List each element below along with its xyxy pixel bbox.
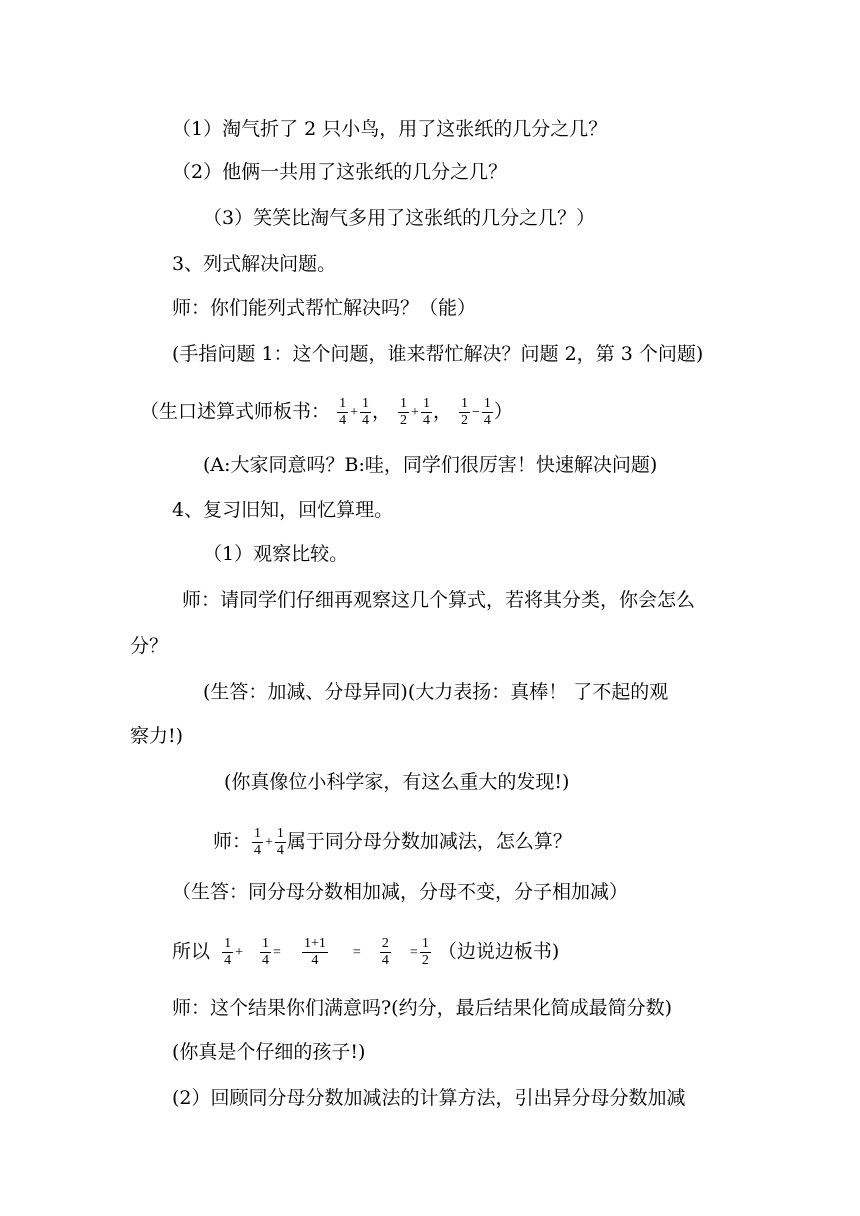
fraction-one-fourth: $\frac{1}{4}$ bbox=[254, 826, 262, 858]
line-agree-question: (A:大家同意吗？B:哇，同学们很厉害！快速解决问题) bbox=[203, 454, 658, 476]
line-classify-question-cont: 分？ bbox=[130, 635, 169, 657]
fraction-one-fourth: $\frac{1}{4}$ bbox=[262, 936, 270, 968]
line-review-method: (2）回顾同分母分数加减法的计算方法，引出异分母分数加减 bbox=[172, 1087, 686, 1109]
fraction-one-fourth: $\frac{1}{4}$ bbox=[483, 396, 491, 428]
board-suffix: ） bbox=[493, 400, 513, 423]
fraction-one-fourth: $\frac{1}{4}$ bbox=[339, 396, 347, 428]
line-student-answer-praise-cont: 察力!) bbox=[130, 725, 184, 747]
fraction-one-fourth: $\frac{1}{4}$ bbox=[361, 396, 369, 428]
line-q1: （1）淘气折了 2 只小鸟，用了这张纸的几分之几？ bbox=[172, 118, 608, 140]
line-student-answer-praise: (生答：加减、分母异同)(大力表扬：真棒！ 了不起的观 bbox=[203, 681, 669, 703]
board-prefix: （生口述算式师板书： bbox=[140, 400, 331, 423]
fraction-one-half: $\frac{1}{2}$ bbox=[400, 396, 408, 428]
line-classify-question: 师：请同学们仔细再观察这几个算式，若将其分类，你会怎么 bbox=[182, 589, 696, 611]
calc-note: （边说边板书) bbox=[437, 940, 560, 963]
fraction-one-fourth: $\frac{1}{4}$ bbox=[422, 396, 430, 428]
fraction-one-half: $\frac{1}{2}$ bbox=[461, 396, 468, 428]
fraction-one-fourth: $\frac{1}{4}$ bbox=[224, 936, 232, 968]
fraction-two-fourths: $\frac{2}{4}$ bbox=[381, 936, 389, 968]
line-q3: （3）笑笑比淘气多用了这张纸的几分之几？） bbox=[203, 207, 596, 229]
line-little-scientist: (你真像位小科学家，有这么重大的发现!) bbox=[224, 771, 570, 793]
fraction-sum: $\frac{1+1}{4}$ bbox=[303, 936, 326, 968]
line-careful-child: (你真是个仔细的孩子!) bbox=[172, 1041, 366, 1063]
fraction-one-half: $\frac{1}{2}$ bbox=[421, 936, 429, 968]
section-3-heading: 3、列式解决问题。 bbox=[172, 253, 337, 275]
line-point-questions: (手指问题 1：这个问题，谁来帮忙解决？问题 2，第 3 个问题) bbox=[172, 343, 704, 365]
line-observe-compare: （1）观察比较。 bbox=[203, 543, 349, 565]
line-calculation: 所以 $\frac{1}{4}$ + $\frac{1}{4}$ = $\frac{1+1}{4}$ = $\frac{2}{4}$ = $\frac{1}{2}$ （边说边板书) bbox=[172, 936, 560, 968]
line-satisfied-question: 师：这个结果你们满意吗?(约分，最后结果化简成最简分数) bbox=[172, 997, 673, 1019]
line-board-expressions: （生口述算式师板书： $\frac{1}{4}$ + $\frac{1}{4}$ ， $\frac{1}{2}$ + $\frac{1}{4}$ ， $\frac{1}{2}$ − $\frac{1}{4}$ ） bbox=[140, 396, 513, 428]
section-4-heading: 4、复习旧知，回忆算理。 bbox=[172, 499, 394, 521]
line-q2: （2）他俩一共用了这张纸的几分之几？ bbox=[172, 161, 508, 183]
fraction-one-fourth: $\frac{1}{4}$ bbox=[276, 826, 284, 858]
line-student-rule: （生答：同分母分数相加减，分母不变，分子相加减） bbox=[172, 881, 629, 903]
line-same-denominator: 师： $\frac{1}{4}$ + $\frac{1}{4}$ 属于同分母分数加减法，怎么算？ bbox=[213, 826, 572, 858]
line-teacher-ask: 师：你们能列式帮忙解决吗？（能） bbox=[172, 297, 477, 319]
